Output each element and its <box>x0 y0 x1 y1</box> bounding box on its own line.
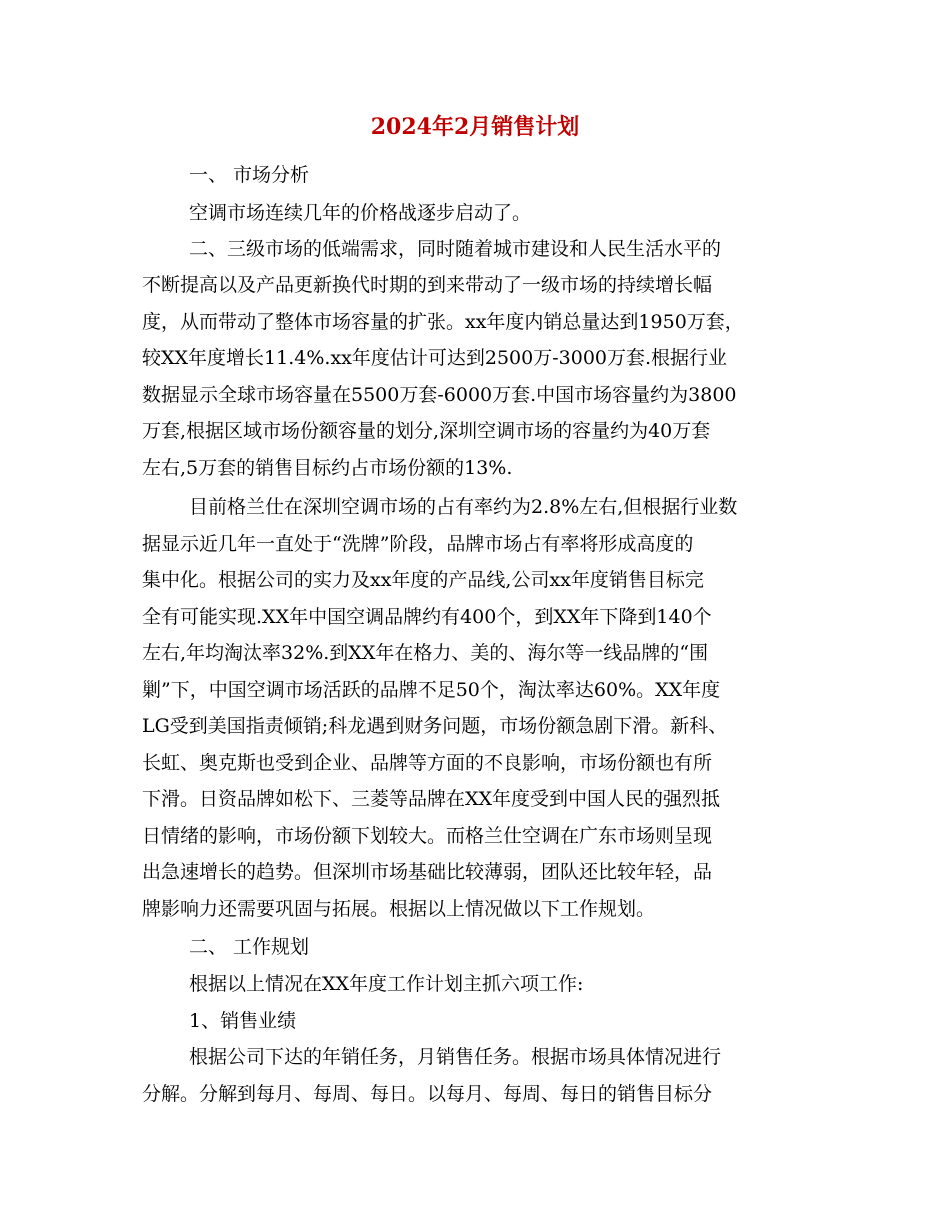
paragraph-line: 根据公司下达的年销任务，月销售任务。根据市场具体情况进行 <box>189 1046 722 1068</box>
paragraph-line: 分解。分解到每月、每周、每日。以每月、每周、每日的销售目标分 <box>142 1083 713 1105</box>
paragraph-line: 剿”下，中国空调市场活跃的品牌不足50个，淘汰率达60%。XX年度 <box>142 679 721 701</box>
paragraph-line: 全有可能实现.XX年中国空调品牌约有400个，到XX年下降到140个 <box>142 606 712 628</box>
paragraph-line: 空调市场连续几年的价格战逐步启动了。 <box>189 202 532 224</box>
paragraph-line: LG受到美国指责倾销;科龙遇到财务问题，市场份额急剧下滑。新科、 <box>142 715 728 737</box>
section-heading-market-analysis: 一、 市场分析 <box>189 164 310 186</box>
paragraph-line: 数据显示全球市场容量在5500万套-6000万套.中国市场容量约为3800 <box>142 384 737 406</box>
section-heading-work-plan: 二、 工作规划 <box>189 936 310 958</box>
paragraph-line: 根据以上情况在XX年度工作计划主抓六项工作: <box>189 973 584 995</box>
paragraph-line: 下滑。日资品牌如松下、三菱等品牌在XX年度受到中国人民的强烈抵 <box>142 788 721 810</box>
paragraph-line: 长虹、奥克斯也受到企业、品牌等方面的不良影响，市场份额也有所 <box>142 752 713 774</box>
paragraph-line: 度，从而带动了整体市场容量的扩张。xx年度内销总量达到1950万套， <box>142 311 744 333</box>
paragraph-line: 左右,5万套的销售目标约占市场份额的13%. <box>142 457 513 479</box>
paragraph-line: 日情绪的影响，市场份额下划较大。而格兰仕空调在广东市场则呈现 <box>142 825 713 847</box>
paragraph-line: 据显示近几年一直处于“洗牌”阶段，品牌市场占有率将形成高度的 <box>142 533 694 555</box>
paragraph-line: 出急速增长的趋势。但深圳市场基础比较薄弱，团队还比较年轻，品 <box>142 861 713 883</box>
document-title: 2024年2月销售计划 <box>370 114 580 140</box>
paragraph-line: 二、三级市场的低端需求，同时随着城市建设和人民生活水平的 <box>189 238 722 260</box>
subsection-heading-sales-performance: 1、销售业绩 <box>189 1010 297 1032</box>
paragraph-line: 万套,根据区域市场份额容量的划分,深圳空调市场的容量约为40万套 <box>142 420 711 442</box>
paragraph-line: 目前格兰仕在深圳空调市场的占有率约为2.8%左右,但根据行业数 <box>189 496 738 518</box>
paragraph-line: 集中化。根据公司的实力及xx年度的产品线,公司xx年度销售目标完 <box>142 569 704 591</box>
paragraph-line: 左右,年均淘汰率32%.到XX年在格力、美的、海尔等一线品牌的“围 <box>142 642 709 664</box>
paragraph-line: 不断提高以及产品更新换代时期的到来带动了一级市场的持续增长幅 <box>142 274 713 296</box>
paragraph-line: 牌影响力还需要巩固与拓展。根据以上情况做以下工作规划。 <box>142 898 656 920</box>
paragraph-line: 较XX年度增长11.4%.xx年度估计可达到2500万-3000万套.根据行业 <box>142 347 728 369</box>
